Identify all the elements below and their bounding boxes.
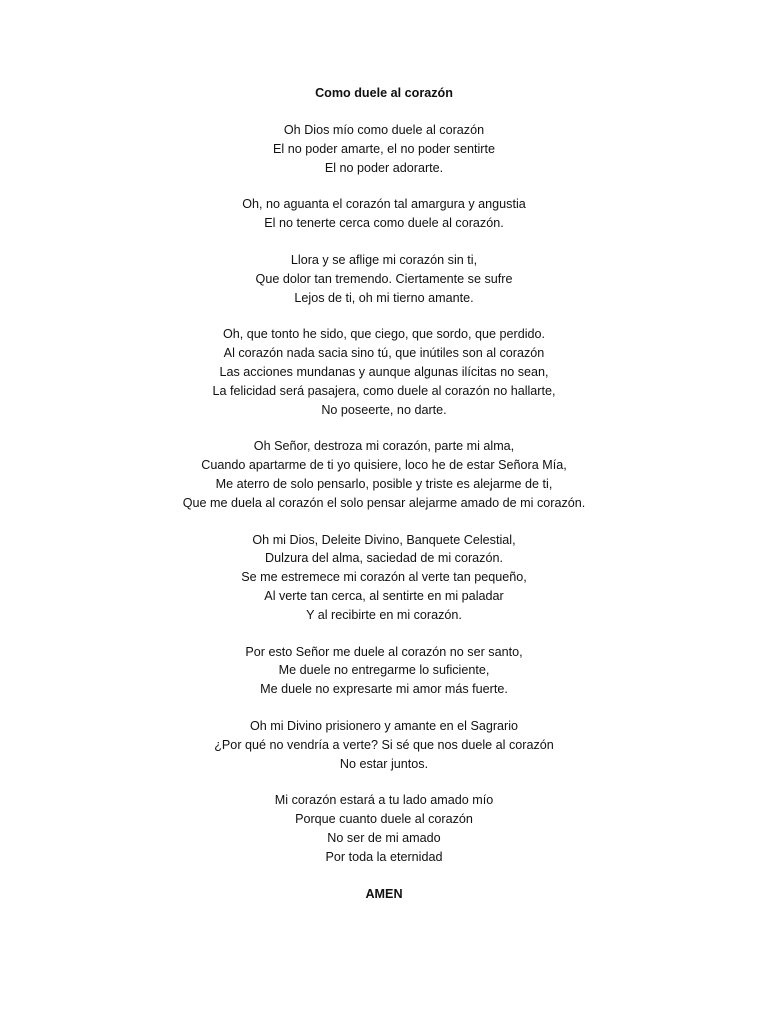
poem-line: Me duele no expresarte mi amor más fuerte. <box>260 682 508 697</box>
poem-line: Oh, no aguanta el corazón tal amargura y angustia <box>242 197 526 212</box>
poem-body <box>0 121 768 867</box>
poem-line: El no poder adorarte. <box>324 160 444 175</box>
poem-line: Porque cuanto duele al corazón <box>295 812 473 827</box>
poem-line: Por esto Señor me duele al corazón no ser santo, <box>245 644 523 659</box>
poem-line: Me aterro de solo pensarlo, posible y triste es alejarme de ti, <box>215 476 553 491</box>
poem-line: Cuando apartarme de ti yo quisiere, loco he de estar Señora Mía, <box>201 458 567 473</box>
poem-line: Oh Dios mío como duele al corazón <box>283 123 485 137</box>
poem-line: El no tenerte cerca como duele al corazón. <box>264 216 504 231</box>
poem-line: Lejos de ti, oh mi tierno amante. <box>294 290 474 305</box>
poem-line: Las acciones mundanas y aunque algunas ilícitas no sean, <box>219 364 549 379</box>
poem <box>0 84 768 904</box>
poem-line: Al verte tan cerca, al sentirte en mi paladar <box>264 588 504 603</box>
stanza <box>0 195 768 233</box>
poem-line: Llora y se aflige mi corazón sin ti, <box>290 252 478 267</box>
stanza <box>0 643 768 699</box>
stanza <box>0 121 768 177</box>
poem-line: Y al recibirte en mi corazón. <box>306 607 462 622</box>
stanza <box>0 717 768 773</box>
poem-line: Oh Señor, destroza mi corazón, parte mi alma, <box>253 439 515 454</box>
poem-line: Oh mi Divino prisionero y amante en el Sagrario <box>249 718 519 733</box>
poem-line: Mi corazón estará a tu lado amado mío <box>274 793 494 808</box>
stanza <box>0 531 768 625</box>
poem-line: No ser de mi amado <box>327 830 441 845</box>
poem-line: Que me duela al corazón el solo pensar alejarme amado de mi corazón. <box>182 495 586 510</box>
poem-line: Se me estremece mi corazón al verte tan pequeño, <box>241 570 527 585</box>
poem-line: Oh, que tonto he sido, que ciego, que sordo, que perdido. <box>222 327 546 342</box>
poem-line: La felicidad será pasajera, como duele al corazón no hallarte, <box>212 383 556 398</box>
poem-line: No estar juntos. <box>339 756 429 771</box>
stanza <box>0 251 768 307</box>
poem-title: Como duele al corazón <box>315 86 453 100</box>
stanza <box>0 325 768 419</box>
poem-line: No poseerte, no darte. <box>321 402 447 417</box>
poem-line: Dulzura del alma, saciedad de mi corazón. <box>264 551 503 566</box>
poem-line: Que dolor tan tremendo. Ciertamente se sufre <box>255 271 513 286</box>
poem-line: El no poder amarte, el no poder sentirte <box>273 141 495 156</box>
poem-line: Oh mi Dios, Deleite Divino, Banquete Celestial, <box>252 532 516 547</box>
stanza <box>0 791 768 866</box>
poem-line: Por toda la eternidad <box>325 849 443 864</box>
poem-line: Me duele no entregarme lo suficiente, <box>278 663 490 678</box>
poem-line: ¿Por qué no vendría a verte? Si sé que nos duele al corazón <box>214 737 554 752</box>
poem-line: Al corazón nada sacia sino tú, que inútiles son al corazón <box>223 346 545 361</box>
stanza <box>0 437 768 512</box>
poem-closing: AMEN <box>365 886 403 901</box>
